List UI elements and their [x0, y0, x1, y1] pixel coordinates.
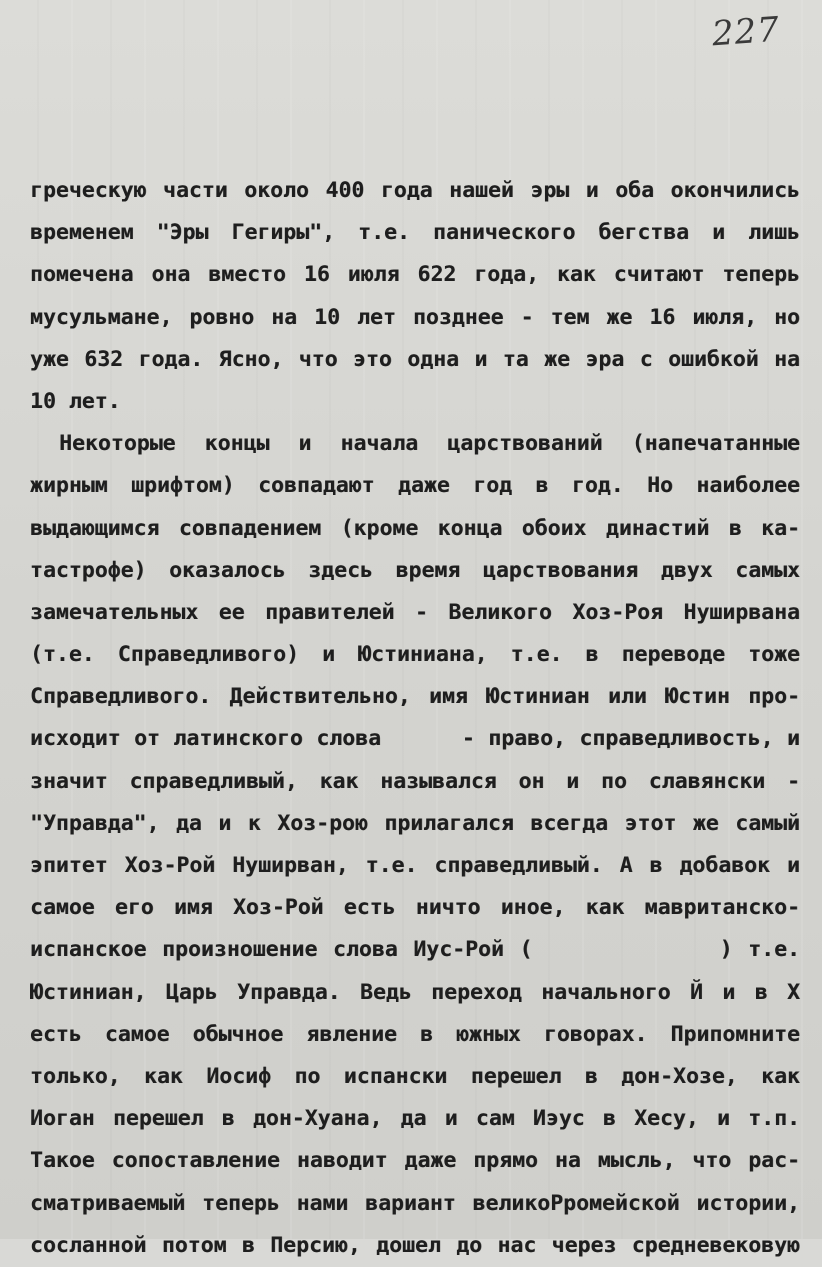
- text-line: Некоторые концы и начала царствований (напечатанные: [30, 431, 800, 457]
- page-number: 227: [710, 9, 782, 55]
- text-line: "Управда", да и к Хоз-рою прилагался всегда этот же самый: [30, 810, 800, 836]
- text-line: помечена она вместо 16 июля 622 года, как считают теперь: [30, 262, 800, 288]
- text-line: сматриваемый теперь нами вариант великоРромейской истории,: [30, 1190, 800, 1216]
- text-line: исходит от латинского слова - право, справедливость, и: [30, 726, 800, 752]
- text-line: жирным шрифтом) совпадают даже год в год. Но наиболее: [30, 473, 800, 499]
- text-line: испанское произношение слова Иус-Рой ( ) т.е.: [30, 937, 800, 963]
- text-line: (т.е. Справедливого) и Юстиниана, т.е. в переводе тоже: [30, 642, 800, 668]
- text-line: самое его имя Хоз-Рой есть ничто иное, как мавританско-: [30, 895, 800, 921]
- text-line: уже 632 года. Ясно, что это одна и та же эра с ошибкой на: [30, 346, 800, 372]
- text-line: Юстиниан, Царь Управда. Ведь переход начального Й и в Х: [30, 979, 800, 1005]
- text-line: греческую части около 400 года нашей эры и оба окончились: [30, 178, 800, 203]
- text-line: есть самое обычное явление в южных говорах. Припомните: [30, 1021, 800, 1047]
- text-line: сосланной потом в Персию, дошел до нас через средневековую: [30, 1232, 800, 1258]
- text-line: значит справедливый, как назывался он и по славянски -: [30, 768, 800, 794]
- text-line: мусульмане, ровно на 10 лет позднее - тем же 16 июля, но: [30, 304, 800, 330]
- body-text: [30, 170, 800, 1267]
- text-line: временем "Эры Гегиры", т.е. панического бегства и лишь: [30, 220, 800, 246]
- text-line: Справедливого. Действительно, имя Юстиниан или Юстин про-: [30, 684, 800, 710]
- text-line: Иоган перешел в дон-Хуана, да и сам Иэус в Хесу, и т.п.: [30, 1106, 800, 1132]
- text-line: только, как Иосиф по испански перешел в дон-Хозе, как: [30, 1063, 800, 1089]
- text-line: тастрофе) оказалось здесь время царствования двух самых: [30, 557, 800, 583]
- text-line: 10 лет.: [30, 388, 121, 414]
- text-line: эпитет Хоз-Рой Нуширван, т.е. справедливый. А в добавок и: [30, 853, 800, 878]
- text-line: замечательных ее правителей - Великого Хоз-Роя Нуширвана: [30, 599, 800, 625]
- text-line: Такое сопоставление наводит даже прямо на мысль, что рас-: [30, 1148, 800, 1174]
- text-line: выдающимся совпадением (кроме конца обоих династий в ка-: [30, 515, 800, 541]
